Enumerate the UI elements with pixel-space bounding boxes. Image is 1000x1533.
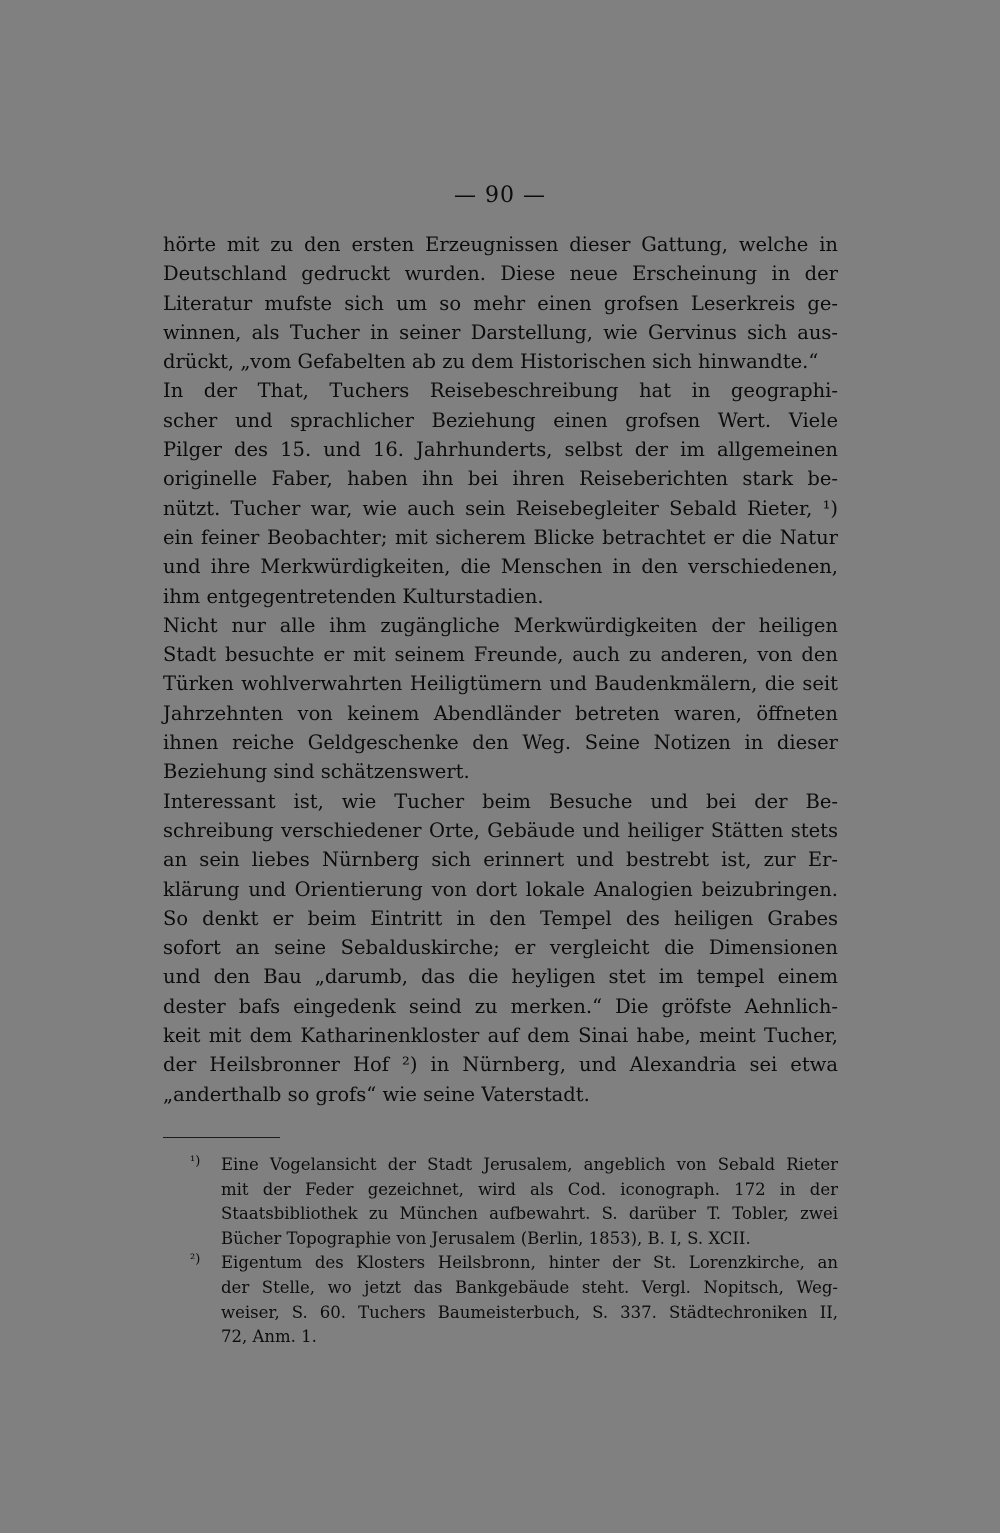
text-line: Stadt besuchte er mit seinem Freunde, auch zu anderen, von den — [163, 643, 838, 667]
footnote-marker: ²) — [190, 1252, 201, 1268]
footnote-line: Staatsbibliothek zu München aufbewahrt. S. darüber T. Tobler, zwei — [221, 1204, 838, 1224]
body-text — [163, 230, 838, 1109]
footnote-line: Bücher Topographie von Jerusalem (Berlin, 1853), B. I, S. XCII. — [221, 1228, 751, 1248]
text-line: In der That, Tuchers Reisebeschreibung hat in geographi- — [163, 379, 838, 403]
text-line: schreibung verschiedener Orte, Gebäude und heiliger Stätten stets — [163, 818, 838, 842]
text-line: Beziehung sind schätzenswert. — [163, 760, 470, 784]
footnote-line: mit der Feder gezeichnet, wird als Cod. iconograph. 172 in der — [221, 1179, 838, 1199]
text-line: winnen, als Tucher in seiner Darstellung, wie Gervinus sich aus- — [163, 320, 838, 344]
footnote — [190, 1251, 838, 1349]
footnote-line: der Stelle, wo jetzt das Bankgebäude steht. Vergl. Nopitsch, Weg- — [221, 1277, 838, 1297]
text-line: sofort an seine Sebalduskirche; er vergleicht die Dimensionen — [163, 936, 838, 960]
footnote — [190, 1153, 838, 1251]
text-line: klärung und Orientierung von dort lokale Analogien beizubringen. — [163, 877, 838, 901]
text-line: ihnen reiche Geldgeschenke den Weg. Seine Notizen in dieser — [163, 731, 838, 755]
text-line: keit mit dem Katharinenkloster auf dem Sinai habe, meint Tucher, — [163, 1024, 838, 1048]
text-line: ihm entgegentretenden Kulturstadien. — [163, 584, 544, 608]
text-line: So denkt er beim Eintritt in den Tempel des heiligen Grabes — [163, 906, 838, 930]
footnotes — [190, 1153, 838, 1350]
text-line: der Heilsbronner Hof ²) in Nürnberg, und Alexandria sei etwa — [163, 1053, 838, 1077]
text-line: ein feiner Beobachter; mit sicherem Blicke betrachtet er die Natur — [163, 525, 838, 549]
footnote-marker: ¹) — [190, 1154, 201, 1169]
text-line: dester bafs eingedenk seind zu merken.“ Die gröfste Aehnlich- — [163, 994, 838, 1018]
text-line: und ihre Merkwürdigkeiten, die Menschen in den verschiedenen, — [163, 555, 838, 579]
text-line: Nicht nur alle ihm zugängliche Merkwürdigkeiten der heiligen — [163, 613, 838, 637]
footnote-separator — [163, 1137, 280, 1138]
text-line: drückt, „vom Gefabelten ab zu dem Historischen sich hinwandte.“ — [163, 350, 819, 374]
text-line: scher und sprachlicher Beziehung einen grofsen Wert. Viele — [163, 408, 838, 432]
text-line: hörte mit zu den ersten Erzeugnissen dieser Gattung, welche in — [163, 233, 838, 256]
text-line: Literatur mufste sich um so mehr einen grofsen Leserkreis ge- — [163, 291, 838, 315]
footnote-line: weiser, S. 60. Tuchers Baumeisterbuch, S. 337. Städtechroniken II, — [221, 1302, 838, 1322]
text-line: Jahrzehnten von keinem Abendländer betreten waren, öffneten — [163, 701, 838, 725]
footnote-line: 72, Anm. 1. — [221, 1327, 317, 1347]
text-line: originelle Faber, haben ihn bei ihren Reiseberichten stark be- — [163, 467, 838, 491]
text-line: Interessant ist, wie Tucher beim Besuche und bei der Be- — [163, 789, 838, 813]
text-line: Türken wohlverwahrten Heiligtümern und Baudenkmälern, die seit — [163, 672, 838, 696]
footnote-line: Eine Vogelansicht der Stadt Jerusalem, angeblich von Sebald Rieter — [221, 1155, 838, 1174]
page-number: — 90 — — [454, 183, 546, 208]
text-line: Pilger des 15. und 16. Jahrhunderts, selbst der im allgemeinen — [163, 438, 838, 462]
text-line: und den Bau „darumb, das die heyligen stet im tempel einem — [163, 965, 838, 989]
text-line: nützt. Tucher war, wie auch sein Reisebegleiter Sebald Rieter, ¹) — [163, 496, 838, 520]
footnote-line: Eigentum des Klosters Heilsbronn, hinter der St. Lorenzkirche, an — [221, 1253, 838, 1273]
text-line: „anderthalb so grofs“ wie seine Vaterstadt. — [163, 1082, 590, 1106]
text-line: Deutschland gedruckt wurden. Diese neue Erscheinung in der — [163, 262, 838, 286]
text-line: an sein liebes Nürnberg sich erinnert und bestrebt ist, zur Er- — [163, 848, 838, 872]
